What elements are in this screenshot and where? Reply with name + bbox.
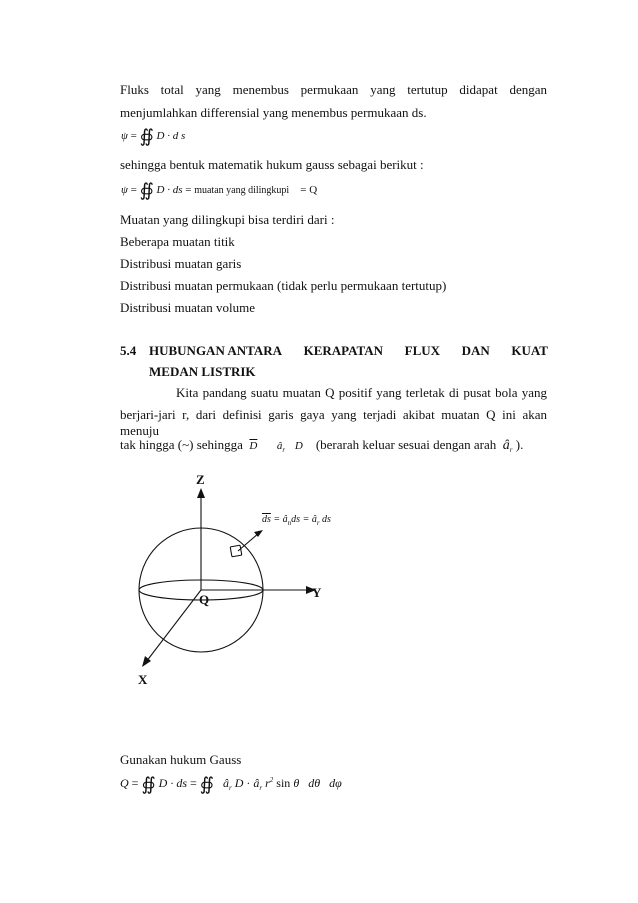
section-title-word: FLUX xyxy=(404,343,441,358)
vector-ds: $\overline{ds}$ xyxy=(262,514,271,525)
equals-sign: = xyxy=(185,184,192,196)
z-arrowhead xyxy=(197,488,205,498)
psi-symbol: ψ xyxy=(121,184,128,196)
sin-function: sin xyxy=(276,776,291,790)
unit-vector-ar: $â_r$ xyxy=(222,776,232,792)
intro-line-1: Fluks total yang menembus permukaan yang tertutup didapat dengan xyxy=(120,82,547,97)
section-title-line-1 xyxy=(149,343,548,359)
z-axis-label: Z xyxy=(196,472,205,487)
closed-surface-integral-symbol: ∯ xyxy=(139,180,154,201)
intro-line-2: menjumlahkan differensial yang menembus permukaan ds. xyxy=(120,105,427,120)
gauss-sphere-equation xyxy=(120,774,342,795)
surface-element xyxy=(230,545,242,557)
equals-sign: = xyxy=(190,776,197,790)
unit-vector-an: $â_n$ xyxy=(282,514,292,527)
integrand: D · ds xyxy=(158,776,187,790)
para-line-3 xyxy=(120,437,523,458)
flux-equation xyxy=(121,126,185,147)
para-text: tak hingga (~) sehingga xyxy=(120,437,243,452)
charge-q: Q xyxy=(120,776,129,790)
vector-d: $\overline{D}$ xyxy=(249,440,258,452)
equals-sign: = xyxy=(302,514,310,525)
para-text: (berarah keluar sesuai dengan arah xyxy=(315,437,497,452)
ds-term: ds xyxy=(291,514,301,525)
charge-q-label: Q xyxy=(199,592,210,607)
unit-vector-ar: $â_r$ xyxy=(311,514,320,527)
sphere-diagram xyxy=(120,470,380,700)
section-title-word: KERAPATAN xyxy=(303,343,384,358)
para-line-2: berjari-jari r, dari definisi garis gaya yang terjadi akibat muatan Q ini akan menuju xyxy=(120,407,547,438)
charge-list-title: Muatan yang dilingkupi bisa terdiri dari : xyxy=(120,212,335,227)
list-item: Distribusi muatan volume xyxy=(120,300,256,315)
para-text: ). xyxy=(515,437,524,452)
unit-vector-ar: $â_r$ xyxy=(276,440,286,454)
psi-symbol: ψ xyxy=(121,130,128,142)
gauss-use-text: Gunakan hukum Gauss xyxy=(120,752,242,767)
unit-vector-ar: $â_r$ xyxy=(502,438,513,454)
integrand: D · d s xyxy=(156,130,186,142)
ds-term: ds xyxy=(322,514,331,525)
scalar-d: D xyxy=(234,776,244,790)
equals-sign: = xyxy=(131,776,139,790)
integrand: D · ds xyxy=(156,184,183,196)
y-axis-label: Y xyxy=(312,585,322,600)
list-item: Distribusi muatan permukaan (tidak perlu permukaan tertutup) xyxy=(120,278,447,293)
dot-operator: · xyxy=(246,776,251,790)
x-axis-label: X xyxy=(138,672,148,687)
closed-surface-integral-symbol: ∯ xyxy=(139,126,154,147)
unit-vector-ar: $â_r$ xyxy=(253,776,263,792)
section-title-line-2: MEDAN LISTRIK xyxy=(149,364,256,379)
ds-equation xyxy=(262,514,331,527)
theta-symbol: θ xyxy=(293,776,300,790)
closed-surface-integral-symbol: ∯ xyxy=(141,774,156,795)
equals-sign: = xyxy=(273,514,281,525)
radius-squared: $r^2$ xyxy=(265,776,274,790)
para-line-1: Kita pandang suatu muatan Q positif yang terletak di pusat bola yang xyxy=(176,385,547,400)
equals-sign: = xyxy=(300,184,307,196)
section-title-word: HUBUNGAN ANTARA xyxy=(149,343,283,358)
scalar-d: D xyxy=(294,440,303,452)
section-title-word: DAN xyxy=(461,343,490,358)
d-phi: dφ xyxy=(329,776,342,790)
gauss-law-equation xyxy=(121,180,317,201)
enclosed-charge-text: muatan yang dilingkupi xyxy=(194,185,290,196)
equals-sign: = xyxy=(130,130,137,142)
d-theta: dθ xyxy=(308,776,321,790)
gauss-intro-text: sehingga bentuk matematik hukum gauss sebagai berikut : xyxy=(120,157,424,172)
closed-surface-integral-symbol: ∯ xyxy=(199,774,214,795)
list-item: Beberapa muatan titik xyxy=(120,234,235,249)
charge-q: Q xyxy=(309,184,318,196)
section-number: 5.4 xyxy=(120,343,137,358)
equals-sign: = xyxy=(130,184,137,196)
section-title-word: KUAT xyxy=(511,343,548,358)
list-item: Distribusi muatan garis xyxy=(120,256,242,271)
